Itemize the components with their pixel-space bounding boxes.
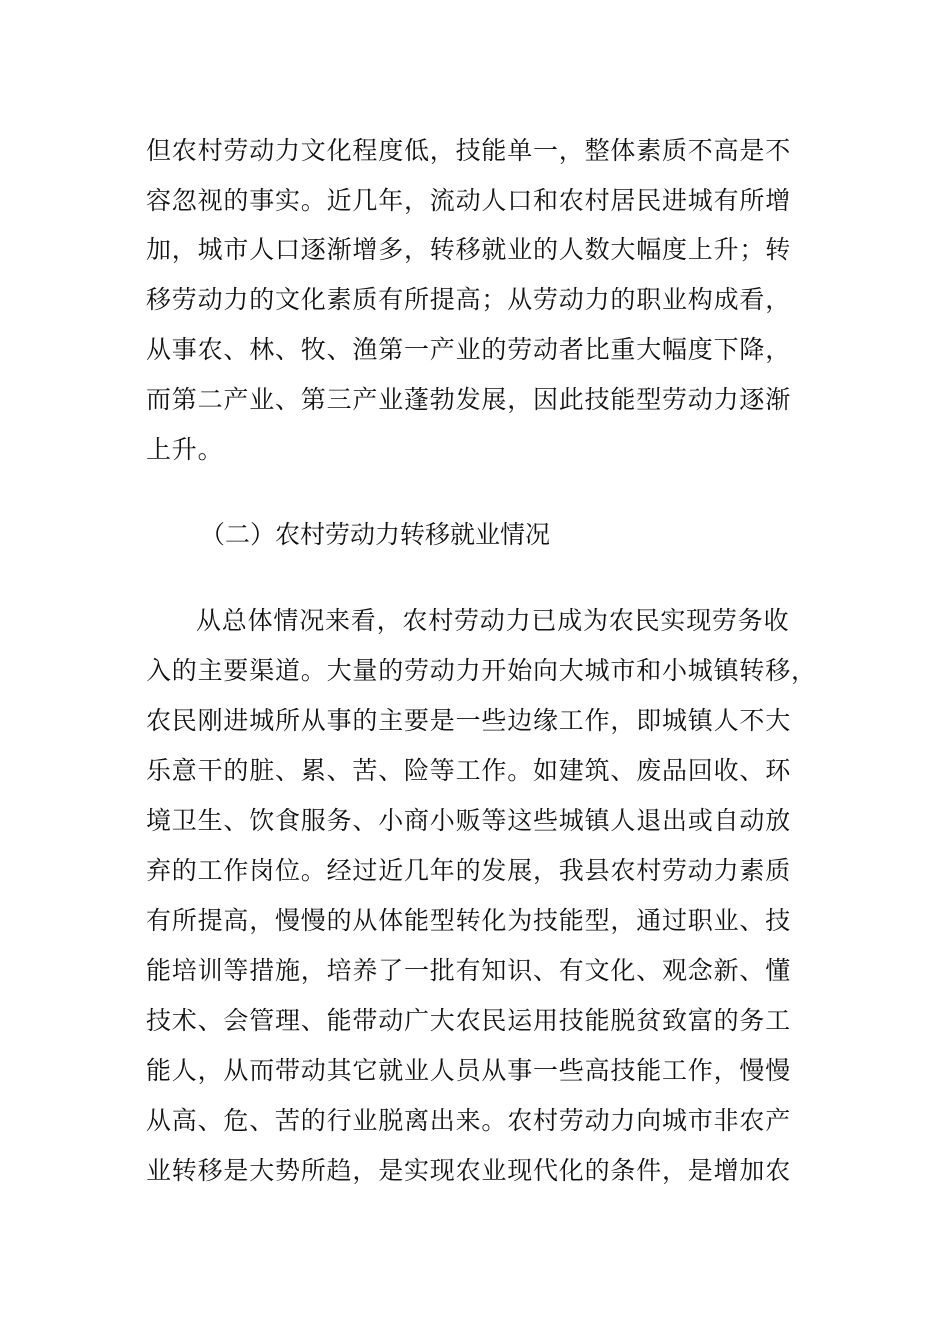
paragraph-line: 入的主要渠道。大量的劳动力开始向大城市和小城镇转移，	[146, 656, 817, 685]
paragraph-line: 技术、会管理、能带动广大农民运用技能脱贫致富的务工	[146, 1006, 792, 1035]
section-heading: （二）农村劳动力转移就业情况	[200, 520, 551, 549]
paragraph-line: 境卫生、饮食服务、小商小贩等这些城镇人退出或自动放	[146, 806, 792, 835]
paragraph-line: 从总体情况来看，农村劳动力已成为农民实现劳务收	[196, 606, 790, 635]
paragraph-line: 而第二产业、第三产业蓬勃发展，因此技能型劳动力逐渐	[146, 385, 792, 414]
paragraph-line: 农民刚进城所从事的主要是一些边缘工作，即城镇人不大	[146, 706, 792, 735]
paragraph-line: 乐意干的脏、累、苦、险等工作。如建筑、废品回收、环	[146, 756, 792, 785]
paragraph-line: 上升。	[146, 435, 224, 464]
paragraph-line: 从高、危、苦的行业脱离出来。农村劳动力向城市非农产	[146, 1106, 792, 1135]
paragraph-line: 业转移是大势所趋，是实现农业现代化的条件，是增加农	[146, 1156, 792, 1185]
paragraph-line: 移劳动力的文化素质有所提高；从劳动力的职业构成看，	[146, 285, 792, 314]
paragraph-line: 能培训等措施，培养了一批有知识、有文化、观念新、懂	[146, 956, 792, 985]
paragraph-line: 加，城市人口逐渐增多，转移就业的人数大幅度上升；转	[146, 235, 792, 264]
paragraph-line: 能人，从而带动其它就业人员从事一些高技能工作，慢慢	[146, 1056, 792, 1085]
paragraph-line: 容忽视的事实。近几年，流动人口和农村居民进城有所增	[146, 186, 792, 215]
paragraph-line: 有所提高，慢慢的从体能型转化为技能型，通过职业、技	[146, 906, 792, 935]
paragraph-line: 从事农、林、牧、渔第一产业的劳动者比重大幅度下降，	[146, 335, 792, 364]
paragraph-line: 但农村劳动力文化程度低，技能单一，整体素质不高是不	[146, 136, 792, 165]
paragraph-line: 弃的工作岗位。经过近几年的发展，我县农村劳动力素质	[146, 856, 792, 885]
